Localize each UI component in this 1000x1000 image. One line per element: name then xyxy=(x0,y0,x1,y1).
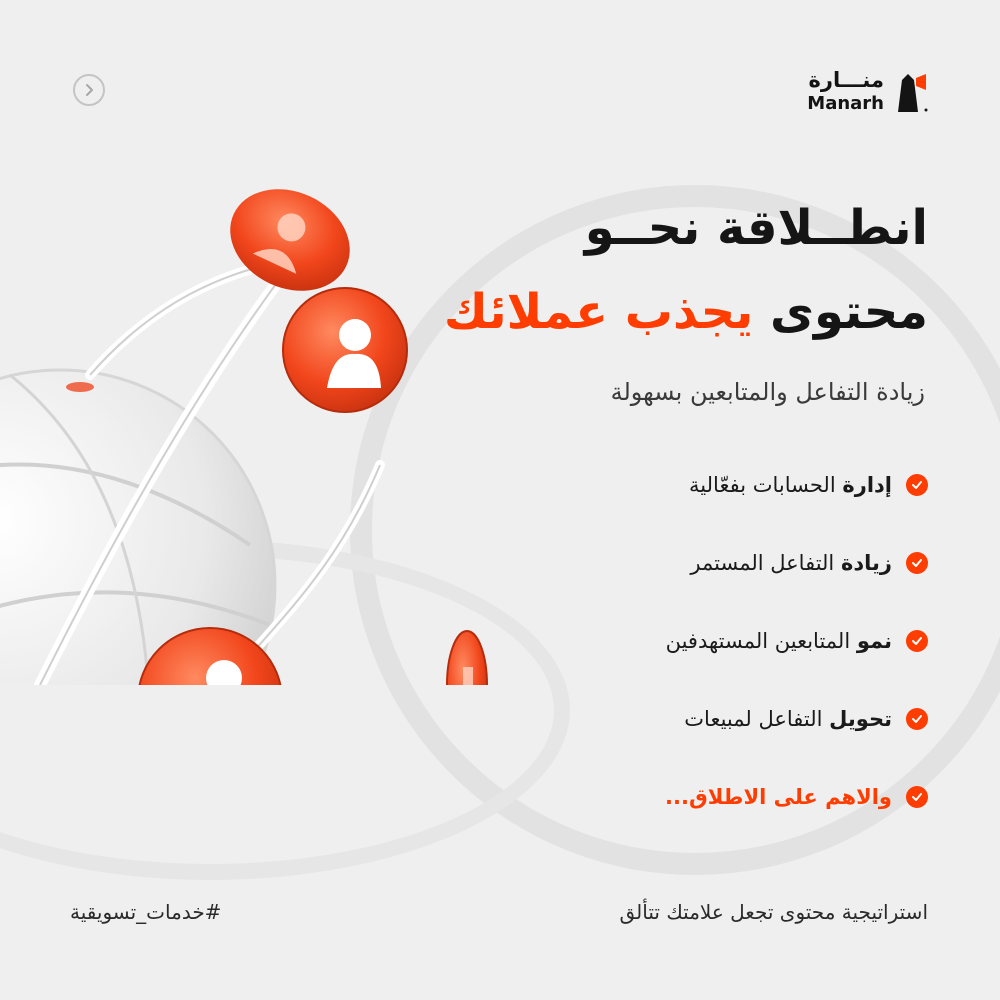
network-globe-illustration xyxy=(0,165,520,685)
feature-item xyxy=(488,696,928,742)
globe-red-marks xyxy=(66,382,94,392)
feature-text xyxy=(689,473,892,497)
check-icon xyxy=(906,708,928,730)
subtitle: زيادة التفاعل والمتابعين بسهولة xyxy=(610,378,925,406)
feature-item xyxy=(488,618,928,664)
feature-text xyxy=(665,785,892,809)
footer-hashtag[interactable]: #خدمات_تسويقية xyxy=(70,900,222,924)
headline-line-2-lead: محتوى xyxy=(753,284,928,340)
headline-line-1: انطــلاقة نحــو xyxy=(584,200,928,256)
feature-rest: الحسابات بفعّالية xyxy=(689,473,843,497)
headline-accent-text: يجذب عملائك xyxy=(443,284,754,340)
feature-text xyxy=(666,629,892,653)
footer-tagline: استراتيجية محتوى تجعل علامتك تتألق xyxy=(619,900,928,924)
feature-bold: تحويل xyxy=(829,707,892,731)
logo-name-arabic: منـــارة xyxy=(808,68,884,92)
feature-bold: إدارة xyxy=(842,473,892,497)
headline-line-2 xyxy=(444,284,928,342)
check-icon xyxy=(906,552,928,574)
feature-text xyxy=(690,551,892,575)
user-disc-lower-right xyxy=(447,631,487,685)
feature-rest: المتابعين المستهدفين xyxy=(665,629,857,653)
glass-tube-2 xyxy=(90,265,265,375)
logo-name-english: Manarh xyxy=(807,93,884,114)
chevron-right-icon xyxy=(82,83,96,97)
feature-item xyxy=(488,540,928,586)
glass-tube-2-edge xyxy=(90,265,265,375)
feature-rest: التفاعل المستمر xyxy=(690,551,841,575)
feature-rest: التفاعل لمبيعات xyxy=(684,707,830,731)
feature-item xyxy=(488,462,928,508)
feature-item-highlight xyxy=(488,774,928,820)
feature-rest: والاهم على الاطلاق... xyxy=(665,785,892,809)
feature-text xyxy=(684,707,892,731)
next-button[interactable] xyxy=(73,74,105,106)
feature-bold: زيادة xyxy=(840,551,892,575)
logo-wordmark xyxy=(807,70,884,113)
brand-logo xyxy=(807,70,928,113)
check-icon xyxy=(906,630,928,652)
check-icon xyxy=(906,786,928,808)
lighthouse-logo-icon xyxy=(894,72,928,112)
feature-bold: نمو xyxy=(856,629,892,653)
user-disc-upper-right xyxy=(283,288,407,412)
check-icon xyxy=(906,474,928,496)
feature-list xyxy=(488,462,928,852)
